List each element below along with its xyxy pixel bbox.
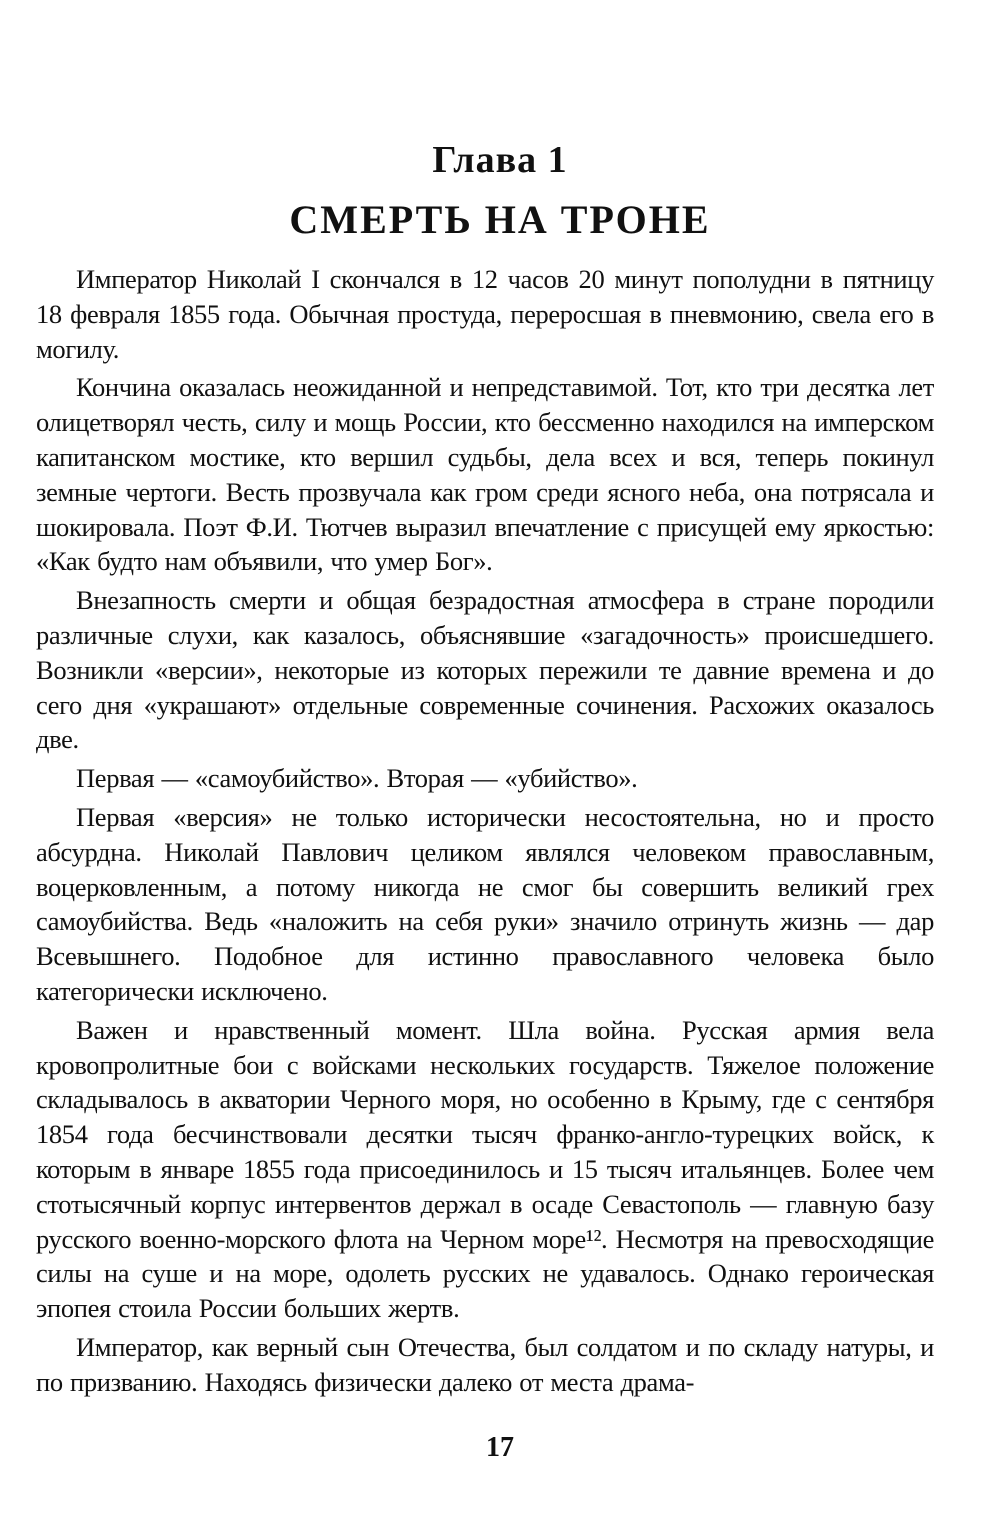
paragraph: Важен и нравственный момент. Шла война. Русская армия вела кровопролитные бои с войсками нескольких государств. Тяжелое положение складывалось в акватории Черного моря, но особенно в Крыму, где с сентября 1854 года бесчинствовали десятки тысяч франко-англо-турецких войск, к которым в январе 1855 года присоединилось и 15 тысяч итальянцев. Более чем стотысячный корпус интервентов держал в осаде Севастополь — главную базу русского военно-морского флота на Черном море¹². Несмотря на превосходящие силы на суше и на море, одолеть русских не удавалось. Однако героическая эпопея стоила России больших жертв. <box>36 1014 934 1324</box>
chapter-label: Глава 1 <box>432 139 568 181</box>
paragraph: Внезапность смерти и общая безрадостная атмосфера в стране породили различные слухи, как казалось, объяснявшие «загадочность» происшедшего. Возникли «версии», некоторые из которых пережили те давние времена и до сего дня «украшают» отдельные современные сочинения. Расхожих оказалось две. <box>36 585 934 755</box>
page-number: 17 <box>486 1432 514 1463</box>
paragraph: Первая — «самоубийство». Вторая — «убийство». <box>76 763 638 794</box>
chapter-title: СМЕРТЬ НА ТРОНЕ <box>289 197 711 242</box>
paragraph: Император Николай I скончался в 12 часов 20 минут пополудни в пятницу 18 февраля 1855 года. Обычная простуда, переросшая в пневмонию, свела его в могилу. <box>36 264 934 364</box>
chapter-body <box>36 262 934 1400</box>
paragraph: Кончина оказалась неожиданной и непредставимой. Тот, кто три десятка лет олицетворял честь, силу и мощь России, кто бессменно находился на имперском капитанском мостике, кто вершил судьбы, дела всех и вся, теперь покинул земные чертоги. Весть прозвучала как гром среди ясного неба, она потрясала и шокировала. Поэт Ф.И. Тютчев выразил впечатление с присущей ему яркостью: «Как будто нам объявили, что умер Бог». <box>36 372 934 577</box>
paragraph: Первая «версия» не только исторически несостоятельна, но и просто абсурдна. Николай Павлович целиком являлся человеком православным, воцерковленным, а потому никогда не смог бы совершить великий грех самоубийства. Ведь «наложить на себя руки» значило отринуть жизнь — дар Всевышнего. Подобное для истинно православного человека было категорически исключено. <box>36 801 934 1006</box>
paragraph: Император, как верный сын Отечества, был солдатом и по складу натуры, и по призванию. Находясь физически далеко от места драма- <box>36 1331 934 1397</box>
